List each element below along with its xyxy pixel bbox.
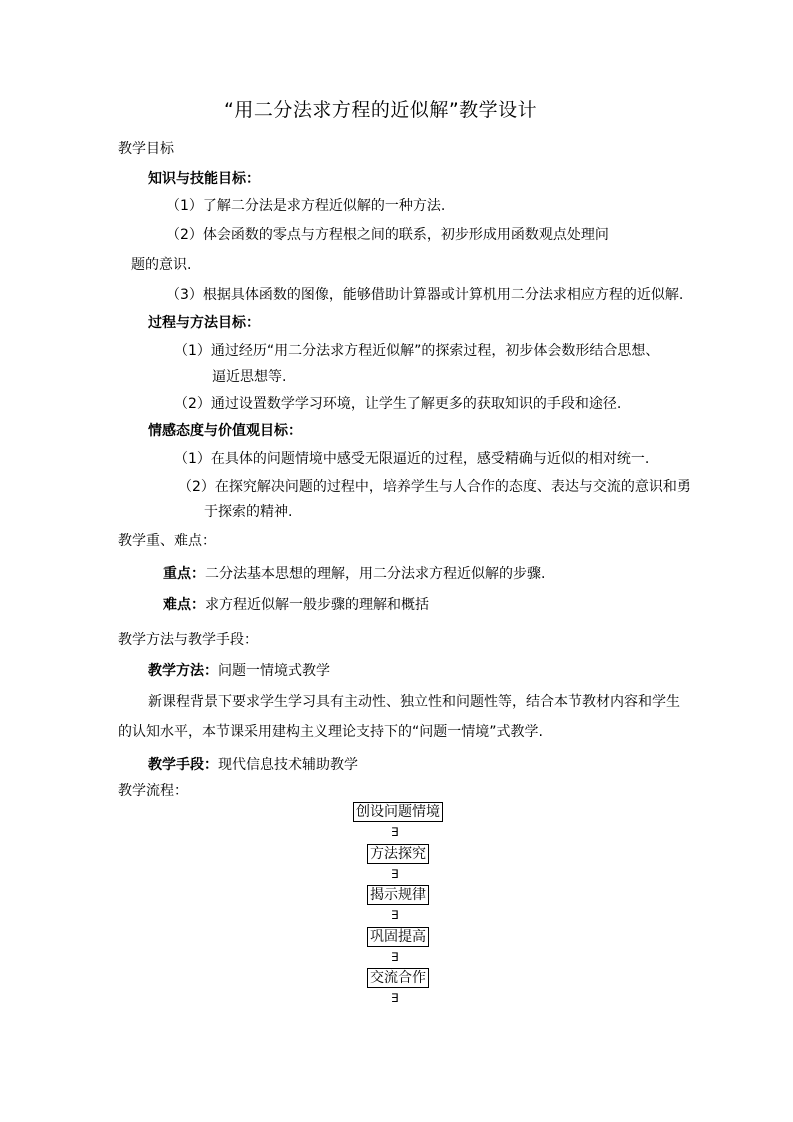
- knowledge-item-2: （2）体会函数的零点与方程根之间的联系，初步形成用函数观点处理问: [166, 227, 609, 243]
- flow-step-reveal-rules: 揭示规律: [367, 885, 429, 905]
- attitude-item-2: （2）在探究解决问题的过程中，培养学生与人合作的态度、表达与交流的意识和勇: [178, 479, 691, 495]
- flow-arrow-5: ∃: [391, 991, 399, 1005]
- flow-arrow-3: ∃: [391, 908, 399, 922]
- process-label: 过程与方法目标：: [148, 315, 260, 331]
- method-line: [148, 662, 330, 680]
- method-text: 问题一情境式教学: [218, 663, 330, 679]
- process-item-2: （2）通过设置数学学习环境，让学生了解更多的获取知识的手段和途径.: [174, 396, 622, 412]
- page-title: “用二分法求方程的近似解”教学设计: [224, 99, 538, 121]
- flow-step-cooperation: 交流合作: [367, 968, 429, 988]
- attitude-item-1: （1）在具体的问题情境中感受无限逼近的过程，感受精确与近似的相对统一.: [174, 451, 650, 467]
- methods-heading: 教学方法与教学手段：: [118, 632, 258, 648]
- flow-heading: 教学流程：: [118, 783, 188, 799]
- flow-step-consolidate: 巩固提高: [367, 927, 429, 947]
- flow-arrow-1: ∃: [391, 825, 399, 839]
- objectives-heading: 教学目标: [118, 141, 174, 157]
- difficulty-text: 求方程近似解一般步骤的理解和概括: [205, 597, 429, 613]
- means-text: 现代信息技术辅助教学: [218, 757, 358, 773]
- flow-step-create-situation: 创设问题情境: [353, 802, 443, 822]
- attitude-label: 情感态度与价值观目标：: [148, 423, 302, 439]
- focus-text: 二分法基本思想的理解，用二分法求方程近似解的步骤.: [205, 566, 546, 582]
- focus-label: 重点：: [163, 566, 205, 582]
- process-item-1-cont: 逼近思想等.: [212, 369, 287, 385]
- means-label: 教学手段：: [148, 757, 218, 773]
- method-label: 教学方法：: [148, 663, 218, 679]
- knowledge-item-1: （1）了解二分法是求方程近似解的一种方法.: [166, 198, 446, 214]
- flow-step-method-exploration: 方法探究: [367, 844, 429, 864]
- flow-arrow-2: ∃: [391, 867, 399, 881]
- difficulty-label: 难点：: [163, 597, 205, 613]
- knowledge-item-2-cont: 题的意识.: [131, 257, 192, 273]
- process-item-1: （1）通过经历“用二分法求方程近似解”的探索过程，初步体会数形结合思想、: [174, 343, 660, 359]
- attitude-item-2-cont: 于探索的精神.: [204, 504, 293, 520]
- methods-paragraph-line-1: 新课程背景下要求学生学习具有主动性、独立性和问题性等，结合本节教材内容和学生: [148, 694, 680, 710]
- difficulty-line: [163, 596, 429, 614]
- knowledge-label: 知识与技能目标：: [148, 171, 260, 187]
- focus-line: [163, 565, 545, 583]
- means-line: [148, 756, 358, 774]
- key-points-heading: 教学重、难点：: [118, 533, 216, 549]
- methods-paragraph-line-2: 的认知水平，本节课采用建构主义理论支持下的“问题一情境”式教学.: [118, 724, 543, 740]
- knowledge-item-3: （3）根据具体函数的图像，能够借助计算器或计算机用二分法求相应方程的近似解.: [166, 287, 684, 303]
- flow-arrow-4: ∃: [391, 950, 399, 964]
